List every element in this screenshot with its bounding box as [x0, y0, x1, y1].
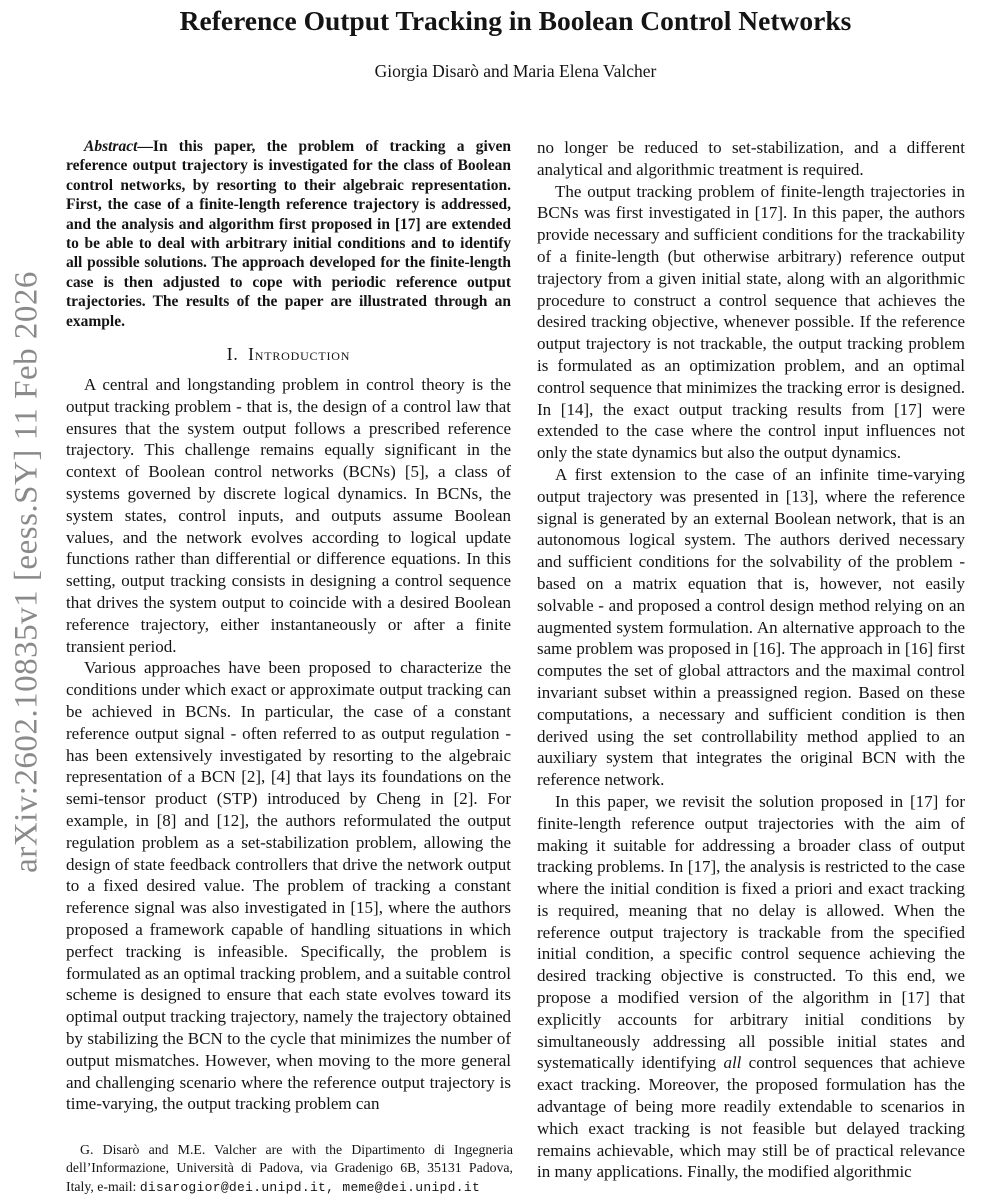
body-paragraph [66, 657, 511, 1115]
text-segment: Various approaches have been proposed to characterize the conditions under which exact or approximate output tracking can be achieved in BCNs. In particular, the case of a constant reference output signal - often referred to as output regulation - has been extensively investigated by resorting to the algebraic representation of a BCN [2], [4] that lays its foundations on the semi-tensor product (STP) introduced by Cheng in [2]. For example, in [8] and [12], the authors reformulated the output regulation problem as a set-stabilization problem, allowing the design of state feedback controllers that drive the network output to a fixed desired value. The problem of tracking a constant reference signal was also investigated in [15], where the authors proposed a framework capable of handling situations in which perfect tracking is infeasible. Specifically, the problem is formulated as an optimal tracking problem, and a suitable control scheme is designed to ensure that each state evolves toward its optimal output tracking trajectory, namely the trajectory obtained by stabilizing the BCN to the cycle that minimizes the number of output mismatches. However, when moving to the more general and challenging scenario where the reference output trajectory is time-varying, the output tracking problem can [66, 658, 511, 1114]
column-right [537, 137, 965, 1200]
section-heading: I. Introduction [226, 344, 351, 365]
arxiv-watermark: arXiv:2602.10835v1 [eess.SY] 11 Feb 2026 [8, 271, 45, 873]
column-left [66, 137, 511, 1142]
body-paragraph [537, 464, 965, 791]
body-paragraph [537, 791, 965, 1183]
paper-authors: Giorgia Disarò and Maria Elena Valcher [374, 61, 657, 81]
text-segment: A first extension to the case of an infinite time-varying output trajectory was presented in [13], where the reference signal is generated by an external Boolean network, that is an autonomous logical system. The authors derived necessary and sufficient conditions for the solvability of the problem - based on a matrix equation that is, however, not easily solvable - and proposed a control design method relying on an augmented system formulation. An alternative approach to the same problem was proposed in [16]. The approach in [16] first computes the set of global attractors and the maximal control invariant subset within a preassigned region. Based on these computations, a necessary and sufficient condition is then derived using the set controllability method applied to an auxiliary system that integrates the original BCN with the reference network. [537, 464, 965, 790]
text-segment: Abstract [84, 138, 138, 155]
body-paragraph [537, 181, 965, 464]
abstract-paragraph [66, 137, 511, 331]
text-segment: In this paper, we revisit the solution proposed in [17] for finite-length reference output trajectories with the aim of making it suitable for addressing a broader class of output tracking problems. In [17], the analysis is restricted to the case where the initial condition is fixed a priori and exact tracking is required, meaning that no delay is allowed. When the reference output trajectory is trackable from the specified initial condition, a specific control sequence achieving the desired tracking objective is constructed. To this end, we propose a modified version of the algorithm in [17] that explicitly accounts for arbitrary initial conditions by simultaneously addressing all possible initial states and systematically identifying [537, 791, 965, 1073]
paper-content [66, 0, 965, 1200]
text-segment: The output tracking problem of finite-length trajectories in BCNs was first investigated in [17]. In this paper, the authors provide necessary and sufficient conditions for the trackability of a finite-length (but otherwise arbitrary) reference output trajectory from a given initial state, along with an algorithmic procedure to construct a control sequence that achieves the desired tracking objective, whenever possible. If the reference output trajectory is not trackable, the output tracking problem is formulated as an optimization problem, and an optimal control sequence that minimizes the tracking error is designed. In [14], the exact output tracking results from [17] were extended to the case where the control input influences not only the state dynamics but also the output dynamics. [537, 181, 965, 463]
text-segment: all [723, 1053, 742, 1073]
paper-title: Reference Output Tracking in Boolean Control Networks [179, 5, 852, 36]
text-segment: control sequences that achieve exact tracking. Moreover, the proposed formulation has the advantage of being more readily extendable to scenarios in which exact tracking is not feasible but delayed tracking remains achievable, which may still be of practical relevance in many applications. Finally, the modified algorithmic [537, 1053, 965, 1182]
text-segment: disarogior@dei.unipd.it, meme@dei.unipd.it [139, 1179, 481, 1195]
author-footnote [66, 1141, 513, 1197]
text-segment: G. Disarò and M.E. Valcher are with the Dipartimento di Ingegneria dell’Informazione, Università di Padova, via Gradenigo 6B, 35131 Padova, Italy, e-mail: [66, 1142, 513, 1194]
text-segment: —In this paper, the problem of tracking a given reference output trajectory is investigated for the class of Boolean control networks, by resorting to their algebraic representation. First, the case of a finite-length reference trajectory is addressed, and the analysis and algorithm first proposed in [17] are extended to be able to deal with arbitrary initial conditions and to identify all possible solutions. The approach developed for the finite-length case is then adjusted to cope with periodic reference output trajectories. The results of the paper are illustrated through an example. [66, 138, 511, 330]
body-paragraph [537, 137, 965, 181]
text-segment: no longer be reduced to set-stabilization, and a different analytical and algorithmic treatment is required. [537, 138, 965, 179]
body-paragraph [66, 374, 511, 657]
text-segment: A central and longstanding problem in control theory is the output tracking problem - that is, the design of a control law that ensures that the system output follows a prescribed reference trajectory. This challenge remains equally significant in the context of Boolean control networks (BCNs) [5], a class of systems governed by discrete logical dynamics. In BCNs, the system states, control inputs, and outputs assume Boolean values, and the network evolves according to logical update functions rather than differential or difference equations. In this setting, output tracking consists in designing a control sequence that drives the system output to coincide with a desired Boolean reference trajectory, either instantaneously or after a finite transient period. [66, 375, 511, 656]
